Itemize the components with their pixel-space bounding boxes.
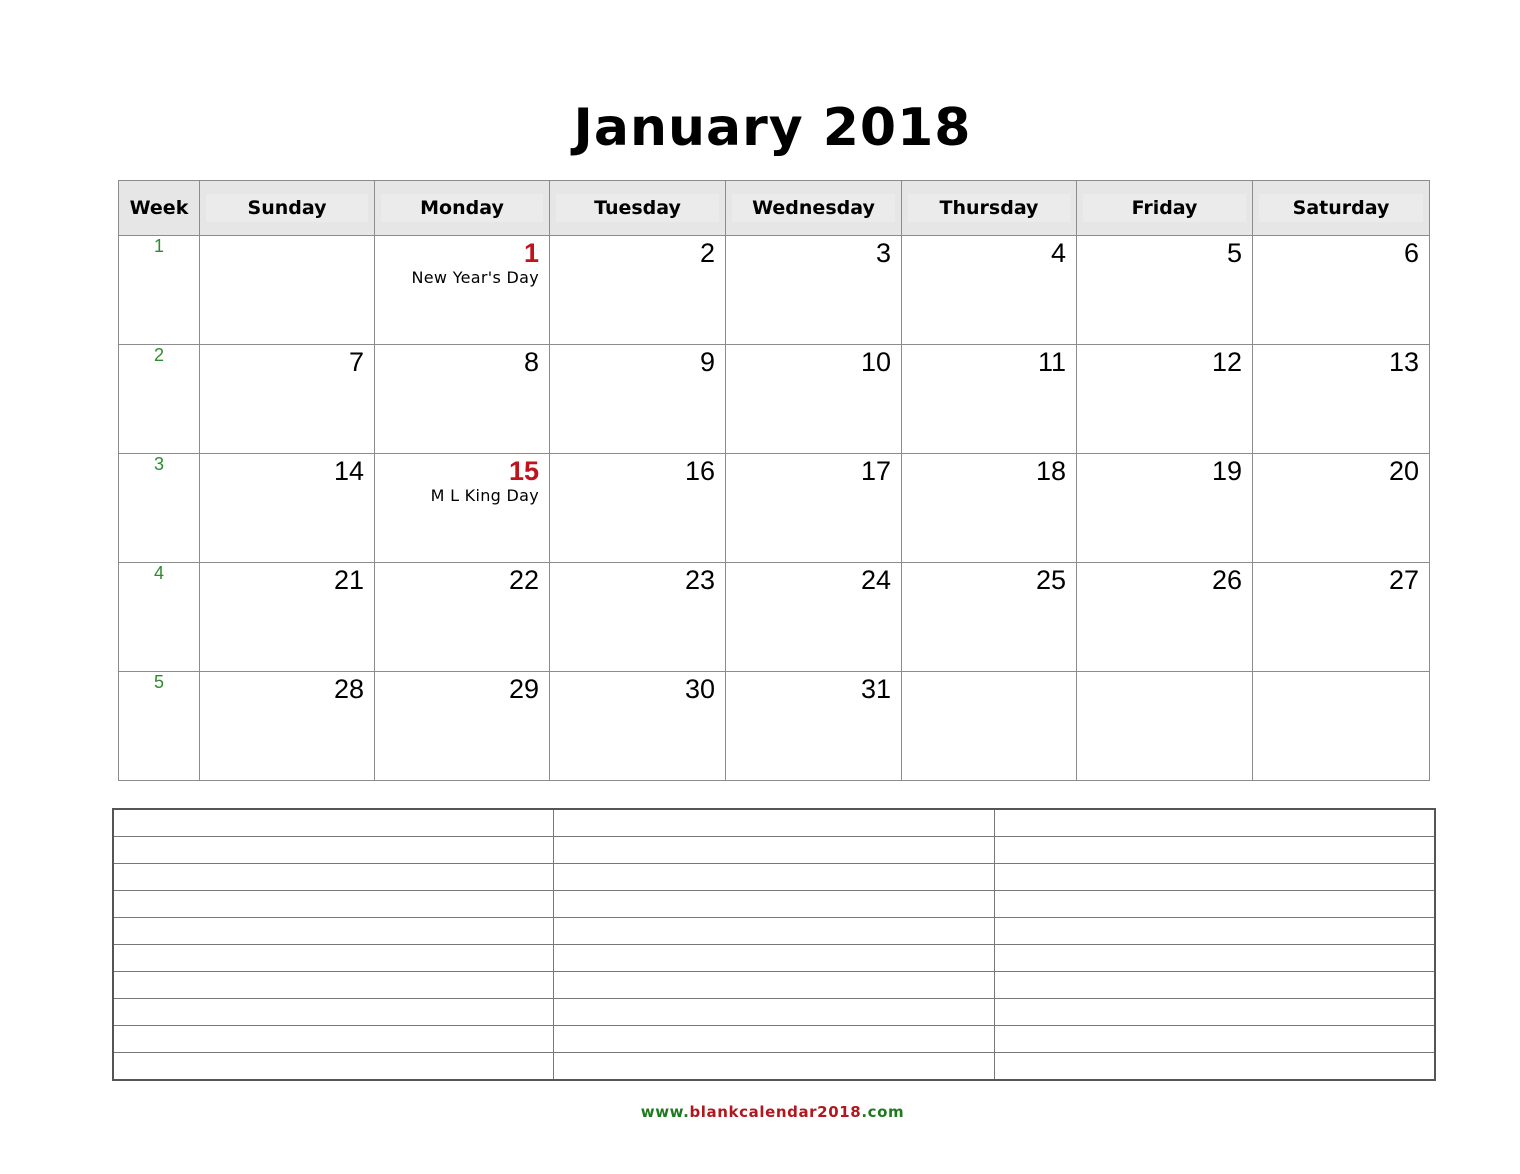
- week-row: [119, 236, 1430, 345]
- day-cell[interactable]: [726, 345, 902, 454]
- holiday-label: M L King Day: [430, 486, 539, 505]
- day-cell[interactable]: [200, 345, 375, 454]
- notes-cell[interactable]: [994, 1026, 1435, 1053]
- calendar-title: January 2018: [573, 98, 972, 158]
- notes-cell[interactable]: [994, 864, 1435, 891]
- notes-row: [113, 809, 1435, 837]
- day-number: 5: [1226, 238, 1242, 268]
- day-cell[interactable]: [375, 454, 550, 563]
- notes-cell[interactable]: [994, 918, 1435, 945]
- notes-row: [113, 999, 1435, 1026]
- notes-row: [113, 837, 1435, 864]
- day-cell[interactable]: [1253, 454, 1430, 563]
- day-cell[interactable]: [1077, 454, 1253, 563]
- day-number: 26: [1211, 565, 1242, 595]
- week-number: 2: [153, 345, 164, 365]
- week-number-cell: [119, 454, 200, 563]
- notes-cell[interactable]: [994, 837, 1435, 864]
- day-cell[interactable]: [726, 454, 902, 563]
- day-cell[interactable]: [375, 563, 550, 672]
- day-number: 8: [523, 347, 539, 377]
- week-number: 5: [153, 672, 164, 692]
- notes-cell[interactable]: [554, 837, 995, 864]
- day-cell[interactable]: [902, 345, 1077, 454]
- day-number: 6: [1403, 238, 1419, 268]
- day-number: 13: [1388, 347, 1419, 377]
- week-number-cell: [119, 672, 200, 781]
- notes-row: [113, 945, 1435, 972]
- notes-row: [113, 972, 1435, 999]
- day-cell[interactable]: [550, 454, 726, 563]
- day-cell[interactable]: [550, 345, 726, 454]
- day-number: 21: [333, 565, 364, 595]
- day-number: 1: [523, 238, 539, 268]
- day-cell[interactable]: [375, 236, 550, 345]
- day-number: 27: [1388, 565, 1419, 595]
- footer-url-prefix: www.: [640, 1103, 690, 1121]
- day-number: 31: [860, 674, 891, 704]
- day-number: 14: [333, 456, 364, 486]
- footer-url: [0, 1103, 1520, 1121]
- day-header-friday: Friday: [1077, 181, 1253, 236]
- week-number-cell: [119, 345, 200, 454]
- day-cell[interactable]: [726, 672, 902, 781]
- notes-row: [113, 891, 1435, 918]
- day-cell[interactable]: [726, 563, 902, 672]
- day-number: 2: [699, 238, 715, 268]
- day-cell[interactable]: [1077, 236, 1253, 345]
- day-cell[interactable]: [550, 672, 726, 781]
- day-header-wednesday: Wednesday: [726, 181, 902, 236]
- notes-cell[interactable]: [554, 864, 995, 891]
- notes-cell[interactable]: [554, 1026, 995, 1053]
- day-cell[interactable]: [200, 563, 375, 672]
- week-number: 4: [153, 563, 164, 583]
- day-cell[interactable]: [550, 563, 726, 672]
- day-number: 24: [860, 565, 891, 595]
- day-cell[interactable]: [550, 236, 726, 345]
- day-cell[interactable]: [902, 236, 1077, 345]
- day-cell[interactable]: [1253, 236, 1430, 345]
- header-row: [119, 181, 1430, 236]
- day-cell[interactable]: [1253, 672, 1430, 781]
- footer-url-suffix: .com: [861, 1103, 905, 1121]
- day-header-tuesday: Tuesday: [550, 181, 726, 236]
- day-cell[interactable]: [375, 345, 550, 454]
- notes-cell[interactable]: [113, 837, 554, 864]
- week-header: Week: [119, 181, 200, 236]
- day-number: 29: [508, 674, 539, 704]
- footer-url-site: blankcalendar2018: [689, 1103, 862, 1121]
- notes-cell[interactable]: [554, 891, 995, 918]
- day-number: 20: [1388, 456, 1419, 486]
- day-cell[interactable]: [902, 672, 1077, 781]
- day-cell[interactable]: [1077, 563, 1253, 672]
- day-number: 4: [1050, 238, 1066, 268]
- day-header-saturday: Saturday: [1253, 181, 1430, 236]
- day-cell[interactable]: [200, 236, 375, 345]
- notes-cell[interactable]: [113, 864, 554, 891]
- week-number-cell: [119, 236, 200, 345]
- day-number: 30: [684, 674, 715, 704]
- day-cell[interactable]: [902, 563, 1077, 672]
- notes-cell[interactable]: [554, 999, 995, 1026]
- day-number: 7: [348, 347, 364, 377]
- notes-cell[interactable]: [113, 891, 554, 918]
- day-number: 11: [1037, 347, 1066, 377]
- day-cell[interactable]: [1077, 345, 1253, 454]
- day-cell[interactable]: [200, 454, 375, 563]
- notes-cell[interactable]: [994, 1053, 1435, 1081]
- day-number: 16: [684, 456, 715, 486]
- day-number: 3: [875, 238, 891, 268]
- week-row: [119, 345, 1430, 454]
- notes-cell[interactable]: [994, 999, 1435, 1026]
- week-row: [119, 563, 1430, 672]
- week-row: [119, 454, 1430, 563]
- day-number: 10: [860, 347, 891, 377]
- day-header-monday: Monday: [375, 181, 550, 236]
- day-cell[interactable]: [1077, 672, 1253, 781]
- notes-cell[interactable]: [554, 945, 995, 972]
- day-number: 15: [508, 456, 539, 486]
- calendar-grid: [118, 180, 1430, 781]
- day-number: 17: [860, 456, 891, 486]
- notes-cell[interactable]: [113, 809, 554, 837]
- day-cell[interactable]: [200, 672, 375, 781]
- notes-row: [113, 864, 1435, 891]
- notes-cell[interactable]: [554, 1053, 995, 1081]
- notes-cell[interactable]: [994, 972, 1435, 999]
- notes-cell[interactable]: [113, 1026, 554, 1053]
- day-number: 22: [508, 565, 539, 595]
- notes-table: [112, 808, 1436, 1081]
- day-header-sunday: Sunday: [200, 181, 375, 236]
- notes-cell[interactable]: [994, 809, 1435, 837]
- day-cell[interactable]: [902, 454, 1077, 563]
- notes-row: [113, 1053, 1435, 1081]
- day-number: 9: [699, 347, 715, 377]
- day-cell[interactable]: [1253, 345, 1430, 454]
- week-number-cell: [119, 563, 200, 672]
- notes-cell[interactable]: [113, 972, 554, 999]
- day-number: 25: [1035, 565, 1066, 595]
- day-number: 18: [1035, 456, 1066, 486]
- day-number: 23: [684, 565, 715, 595]
- notes-cell[interactable]: [994, 945, 1435, 972]
- notes-cell[interactable]: [554, 972, 995, 999]
- day-number: 28: [333, 674, 364, 704]
- notes-cell[interactable]: [113, 918, 554, 945]
- notes-cell[interactable]: [554, 809, 995, 837]
- day-header-thursday: Thursday: [902, 181, 1077, 236]
- notes-row: [113, 1026, 1435, 1053]
- day-cell[interactable]: [375, 672, 550, 781]
- notes-cell[interactable]: [113, 1053, 554, 1081]
- day-cell[interactable]: [1253, 563, 1430, 672]
- notes-cell[interactable]: [113, 999, 554, 1026]
- day-number: 12: [1211, 347, 1242, 377]
- notes-cell[interactable]: [113, 945, 554, 972]
- week-number: 1: [153, 236, 164, 256]
- week-number: 3: [153, 454, 164, 474]
- holiday-label: New Year's Day: [411, 268, 539, 287]
- notes-cell[interactable]: [554, 918, 995, 945]
- day-number: 19: [1211, 456, 1242, 486]
- notes-row: [113, 918, 1435, 945]
- notes-cell[interactable]: [994, 891, 1435, 918]
- day-cell[interactable]: [726, 236, 902, 345]
- week-row: [119, 672, 1430, 781]
